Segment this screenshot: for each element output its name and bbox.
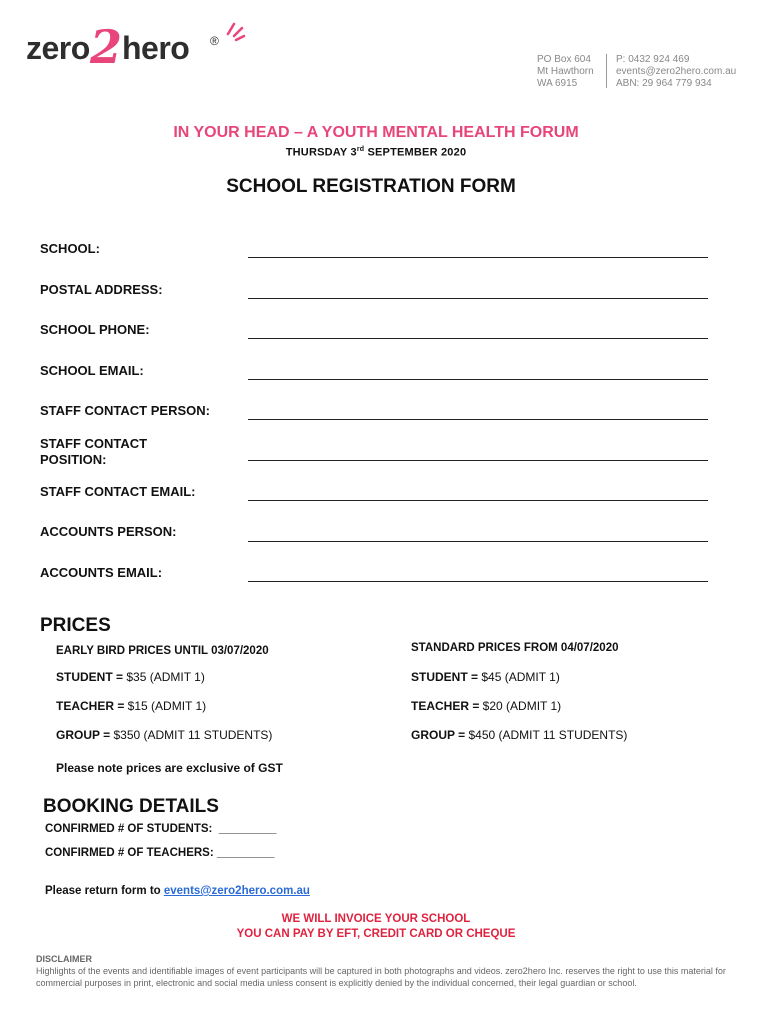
price-label: STUDENT = [56,670,124,684]
school-phone-label: SCHOOL PHONE: [40,322,150,337]
staff-contact-position-label: STAFF CONTACT POSITION: [40,436,148,467]
price-value: $35 (ADMIT 1) [123,670,205,684]
prices-heading: PRICES [40,615,111,636]
accounts-person-field[interactable] [248,541,708,542]
standard-group-price [411,728,627,742]
confirmed-teachers-field[interactable]: CONFIRMED # OF TEACHERS: _________ [45,847,275,859]
booking-details-heading: BOOKING DETAILS [43,796,219,817]
address-line: PO Box 604 [537,54,591,65]
early-bird-heading: EARLY BIRD PRICES UNTIL 03/07/2020 [56,645,269,657]
price-value: $20 (ADMIT 1) [479,699,562,713]
zero2hero-logo [26,20,236,72]
early-teacher-price [56,699,206,713]
staff-contact-person-label: STAFF CONTACT PERSON: [40,403,210,418]
staff-contact-person-field[interactable] [248,419,708,420]
price-label: TEACHER = [56,699,125,713]
event-title: IN YOUR HEAD – A YOUTH MENTAL HEALTH FORUM [173,124,579,141]
accounts-email-field[interactable] [248,581,708,582]
price-label: GROUP = [56,728,111,742]
logo-text-hero: hero [122,30,190,66]
early-group-price [56,728,272,742]
event-date-prefix: THURSDAY 3 [285,146,357,159]
contact-details-block [616,54,736,90]
staff-contact-position-field[interactable] [248,460,708,461]
school-label: SCHOOL: [40,241,100,256]
price-value: $350 (ADMIT 11 STUDENTS) [110,728,273,742]
spark-icon [224,20,246,42]
school-email-field[interactable] [248,379,708,380]
logo-text-zero: zero [26,30,90,66]
contact-email: events@zero2hero.com.au [616,66,737,77]
staff-contact-email-field[interactable] [248,500,708,501]
return-email-link[interactable]: events@zero2hero.com.au [163,885,310,897]
invoice-notice: WE WILL INVOICE YOUR SCHOOL [281,913,471,925]
price-value: $15 (ADMIT 1) [124,699,207,713]
price-label: STUDENT = [411,670,479,684]
standard-teacher-price [411,699,561,713]
logo-text-2: 2 [90,20,123,74]
postal-address-field[interactable] [248,298,708,299]
return-prefix: Please return form to [45,885,164,897]
disclaimer-heading: DISCLAIMER [36,954,92,964]
postal-address-label: POSTAL ADDRESS: [40,282,163,297]
contact-divider [606,54,607,88]
address-line: WA 6915 [537,78,578,89]
school-phone-field[interactable] [248,338,708,339]
staff-contact-email-label: STAFF CONTACT EMAIL: [40,484,196,499]
accounts-person-label: ACCOUNTS PERSON: [40,524,177,539]
payment-methods-notice: YOU CAN PAY BY EFT, CREDIT CARD OR CHEQUE [236,928,516,940]
confirmed-students-field[interactable]: CONFIRMED # OF STUDENTS: _________ [45,823,277,835]
school-field[interactable] [248,257,708,258]
price-value: $450 (ADMIT 11 STUDENTS) [465,728,628,742]
disclaimer-text: Highlights of the events and identifiable images of event participants will be captured in both photographs and videos. zero2hero Inc. reserves the right to use this material for commercial purposes in print, electronic and social media unless consent is explicitly denied by the individual concerned, their legal guardian or school. [36,966,726,988]
phone-number: P: 0432 924 469 [616,54,690,65]
price-value: $45 (ADMIT 1) [478,670,560,684]
gst-note: Please note prices are exclusive of GST [56,761,283,775]
accounts-email-label: ACCOUNTS EMAIL: [40,565,163,580]
standard-prices-heading: STANDARD PRICES FROM 04/07/2020 [411,642,619,654]
price-label: TEACHER = [411,699,480,713]
event-date [0,146,752,159]
registered-mark: ® [210,34,219,48]
early-student-price [56,670,205,684]
event-date-suffix: SEPTEMBER 2020 [364,146,467,159]
return-instructions [45,885,310,897]
address-line: Mt Hawthorn [537,66,594,77]
abn-number: ABN: 29 964 779 934 [616,78,712,89]
price-label: GROUP = [411,728,466,742]
event-date-ordinal: rd [356,146,365,153]
standard-student-price [411,670,560,684]
school-email-label: SCHOOL EMAIL: [40,363,144,378]
postal-address-block [537,54,594,90]
form-title: SCHOOL REGISTRATION FORM [226,176,516,197]
